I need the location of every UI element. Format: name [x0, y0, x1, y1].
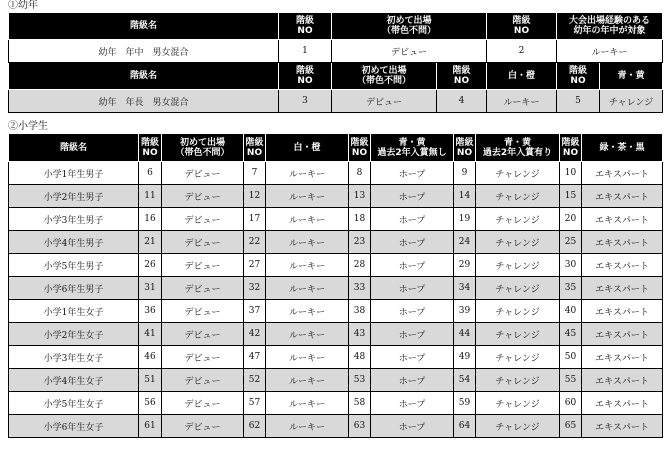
- class-no-cell: 10: [560, 162, 582, 185]
- class-no-cell: 41: [139, 323, 162, 346]
- class-no-cell: 54: [454, 369, 476, 392]
- category-cell: デビュー: [162, 231, 244, 254]
- class-no-cell: 24: [454, 231, 476, 254]
- category-cell: ホープ: [371, 415, 454, 438]
- class-no-cell: 47: [244, 346, 266, 369]
- category-cell: チャレンジ: [476, 369, 560, 392]
- class-no-cell: 28: [349, 254, 371, 277]
- class-no-cell: 17: [244, 208, 266, 231]
- category-cell: ルーキー: [557, 40, 663, 63]
- class-no-cell: 22: [244, 231, 266, 254]
- category-cell: エキスパート: [582, 277, 663, 300]
- table-row: [9, 392, 663, 415]
- category-cell: ホープ: [371, 208, 454, 231]
- header-class-no-2: 階級 NO: [487, 13, 557, 40]
- header-class-no: 階級 NO: [560, 134, 582, 162]
- youji-header-2: [9, 63, 663, 90]
- category-cell: デビュー: [162, 415, 244, 438]
- class-name-cell: 小学2年生男子: [9, 185, 139, 208]
- class-no-cell: 16: [139, 208, 162, 231]
- category-cell: チャレンジ: [476, 277, 560, 300]
- header-green-brown-black: 緑・茶・黒: [582, 134, 663, 162]
- class-no-cell: 33: [349, 277, 371, 300]
- category-cell: ルーキー: [266, 300, 349, 323]
- class-name-cell: 小学2年生女子: [9, 323, 139, 346]
- class-no-cell: 37: [244, 300, 266, 323]
- class-no-cell: 51: [139, 369, 162, 392]
- class-name-cell: 小学1年生男子: [9, 162, 139, 185]
- category-cell: ホープ: [371, 254, 454, 277]
- class-name-cell: 小学4年生女子: [9, 369, 139, 392]
- class-no-cell: 56: [139, 392, 162, 415]
- section-title-shougaku: ②小学生: [8, 121, 48, 132]
- header-white-orange: 白・橙: [487, 63, 557, 90]
- class-no-cell: 29: [454, 254, 476, 277]
- category-cell: ホープ: [371, 162, 454, 185]
- class-no-cell: 6: [139, 162, 162, 185]
- category-cell: ホープ: [371, 369, 454, 392]
- class-no-cell: 15: [560, 185, 582, 208]
- category-cell: ルーキー: [266, 277, 349, 300]
- table-row: [9, 277, 663, 300]
- class-no-cell: 48: [349, 346, 371, 369]
- category-cell: エキスパート: [582, 185, 663, 208]
- class-no-cell: 1: [279, 40, 332, 63]
- header-first-time: 初めて出場 （帯色不問）: [162, 134, 244, 162]
- category-cell: ホープ: [371, 185, 454, 208]
- table-row: [9, 300, 663, 323]
- class-no-cell: 2: [487, 40, 557, 63]
- class-no-cell: 43: [349, 323, 371, 346]
- category-cell: ルーキー: [266, 392, 349, 415]
- category-cell: チャレンジ: [476, 323, 560, 346]
- category-cell: エキスパート: [582, 208, 663, 231]
- class-no-cell: 62: [244, 415, 266, 438]
- class-no-cell: 9: [454, 162, 476, 185]
- header-class-no: 階級 NO: [244, 134, 266, 162]
- table-row: [9, 346, 663, 369]
- category-cell: エキスパート: [582, 346, 663, 369]
- youji-row-nenchu: [9, 40, 663, 63]
- class-no-cell: 18: [349, 208, 371, 231]
- category-cell: ルーキー: [266, 162, 349, 185]
- class-no-cell: 23: [349, 231, 371, 254]
- category-cell: チャレンジ: [476, 300, 560, 323]
- youji-table: [8, 12, 663, 113]
- category-cell: デビュー: [162, 346, 244, 369]
- category-cell: ホープ: [371, 392, 454, 415]
- category-cell: エキスパート: [582, 415, 663, 438]
- header-class-no: 階級 NO: [279, 63, 332, 90]
- class-no-cell: 7: [244, 162, 266, 185]
- class-no-cell: 30: [560, 254, 582, 277]
- class-no-cell: 38: [349, 300, 371, 323]
- category-cell: ルーキー: [266, 323, 349, 346]
- category-cell: チャレンジ: [476, 415, 560, 438]
- class-no-cell: 63: [349, 415, 371, 438]
- category-cell: デビュー: [332, 40, 487, 63]
- header-class-name: 階級名: [9, 63, 279, 90]
- header-first-time: 初めて出場 （帯色不問）: [332, 63, 437, 90]
- class-no-cell: 14: [454, 185, 476, 208]
- class-name-cell: 小学3年生男子: [9, 208, 139, 231]
- header-class-name: 階級名: [9, 13, 279, 40]
- header-class-no: 階級 NO: [139, 134, 162, 162]
- category-cell: チャレンジ: [600, 90, 663, 113]
- youji-row-nenchou: [9, 90, 663, 113]
- category-cell: チャレンジ: [476, 392, 560, 415]
- category-cell: デビュー: [162, 254, 244, 277]
- category-cell: チャレンジ: [476, 254, 560, 277]
- class-no-cell: 21: [139, 231, 162, 254]
- category-cell: エキスパート: [582, 231, 663, 254]
- class-no-cell: 8: [349, 162, 371, 185]
- class-no-cell: 25: [560, 231, 582, 254]
- class-no-cell: 57: [244, 392, 266, 415]
- class-name-cell: 小学1年生女子: [9, 300, 139, 323]
- category-cell: ルーキー: [266, 346, 349, 369]
- class-no-cell: 49: [454, 346, 476, 369]
- header-blue-no-prize: 青・黄 過去2年入賞無し: [371, 134, 454, 162]
- category-cell: エキスパート: [582, 323, 663, 346]
- category-cell: デビュー: [162, 162, 244, 185]
- class-name-cell: 小学6年生女子: [9, 415, 139, 438]
- class-no-cell: 13: [349, 185, 371, 208]
- category-cell: ホープ: [371, 346, 454, 369]
- class-name-cell: 幼年 年長 男女混合: [9, 90, 279, 113]
- category-cell: ルーキー: [266, 231, 349, 254]
- class-no-cell: 50: [560, 346, 582, 369]
- class-name-cell: 小学6年生男子: [9, 277, 139, 300]
- class-no-cell: 31: [139, 277, 162, 300]
- class-no-cell: 11: [139, 185, 162, 208]
- class-no-cell: 42: [244, 323, 266, 346]
- class-no-cell: 55: [560, 369, 582, 392]
- header-white-orange: 白・橙: [266, 134, 349, 162]
- header-first-time: 初めて出場 （帯色不問）: [332, 13, 487, 40]
- category-cell: チャレンジ: [476, 162, 560, 185]
- header-blue-prize: 青・黄 過去2年入賞有り: [476, 134, 560, 162]
- class-no-cell: 52: [244, 369, 266, 392]
- class-no-cell: 19: [454, 208, 476, 231]
- table-row: [9, 185, 663, 208]
- header-class-no: 階級 NO: [454, 134, 476, 162]
- shougaku-table: [8, 133, 663, 438]
- class-no-cell: 59: [454, 392, 476, 415]
- table-row: [9, 254, 663, 277]
- youji-header-1: [9, 13, 663, 40]
- category-cell: デビュー: [162, 277, 244, 300]
- header-blue-yellow: 青・黄: [600, 63, 663, 90]
- table-row: [9, 162, 663, 185]
- category-cell: ルーキー: [266, 208, 349, 231]
- header-experience: 大会出場経験のある 幼年の年中が対象: [557, 13, 663, 40]
- header-class-no-2: 階級 NO: [437, 63, 487, 90]
- category-cell: デビュー: [162, 392, 244, 415]
- category-cell: ホープ: [371, 231, 454, 254]
- class-no-cell: 5: [557, 90, 600, 113]
- class-name-cell: 小学4年生男子: [9, 231, 139, 254]
- class-no-cell: 45: [560, 323, 582, 346]
- category-cell: チャレンジ: [476, 185, 560, 208]
- header-class-no: 階級 NO: [279, 13, 332, 40]
- category-cell: チャレンジ: [476, 231, 560, 254]
- shougaku-header: [9, 134, 663, 162]
- class-no-cell: 39: [454, 300, 476, 323]
- class-no-cell: 12: [244, 185, 266, 208]
- category-cell: デビュー: [162, 300, 244, 323]
- class-no-cell: 3: [279, 90, 332, 113]
- class-no-cell: 61: [139, 415, 162, 438]
- class-no-cell: 34: [454, 277, 476, 300]
- category-cell: デビュー: [162, 323, 244, 346]
- class-no-cell: 4: [437, 90, 487, 113]
- category-cell: デビュー: [162, 185, 244, 208]
- class-no-cell: 35: [560, 277, 582, 300]
- class-no-cell: 40: [560, 300, 582, 323]
- class-no-cell: 64: [454, 415, 476, 438]
- section-title-youji: ①幼年: [8, 0, 38, 11]
- table-row: [9, 369, 663, 392]
- category-cell: エキスパート: [582, 300, 663, 323]
- category-cell: エキスパート: [582, 162, 663, 185]
- class-no-cell: 58: [349, 392, 371, 415]
- table-row: [9, 231, 663, 254]
- category-cell: チャレンジ: [476, 346, 560, 369]
- table-row: [9, 323, 663, 346]
- header-class-no-3: 階級 NO: [557, 63, 600, 90]
- class-no-cell: 26: [139, 254, 162, 277]
- category-cell: エキスパート: [582, 369, 663, 392]
- category-cell: ルーキー: [266, 415, 349, 438]
- class-no-cell: 65: [560, 415, 582, 438]
- class-name-cell: 小学3年生女子: [9, 346, 139, 369]
- table-row: [9, 208, 663, 231]
- class-no-cell: 27: [244, 254, 266, 277]
- header-class-no: 階級 NO: [349, 134, 371, 162]
- header-class-name: 階級名: [9, 134, 139, 162]
- category-cell: チャレンジ: [476, 208, 560, 231]
- category-cell: ホープ: [371, 277, 454, 300]
- class-name-cell: 小学5年生男子: [9, 254, 139, 277]
- class-no-cell: 60: [560, 392, 582, 415]
- category-cell: デビュー: [332, 90, 437, 113]
- category-cell: デビュー: [162, 369, 244, 392]
- category-cell: ルーキー: [487, 90, 557, 113]
- category-cell: デビュー: [162, 208, 244, 231]
- category-cell: ルーキー: [266, 185, 349, 208]
- class-no-cell: 20: [560, 208, 582, 231]
- category-cell: ホープ: [371, 323, 454, 346]
- class-no-cell: 44: [454, 323, 476, 346]
- class-no-cell: 36: [139, 300, 162, 323]
- category-cell: ホープ: [371, 300, 454, 323]
- class-no-cell: 32: [244, 277, 266, 300]
- category-cell: ルーキー: [266, 254, 349, 277]
- class-no-cell: 53: [349, 369, 371, 392]
- category-cell: エキスパート: [582, 254, 663, 277]
- table-row: [9, 415, 663, 438]
- category-cell: ルーキー: [266, 369, 349, 392]
- class-no-cell: 46: [139, 346, 162, 369]
- class-name-cell: 小学5年生女子: [9, 392, 139, 415]
- class-name-cell: 幼年 年中 男女混合: [9, 40, 279, 63]
- category-cell: エキスパート: [582, 392, 663, 415]
